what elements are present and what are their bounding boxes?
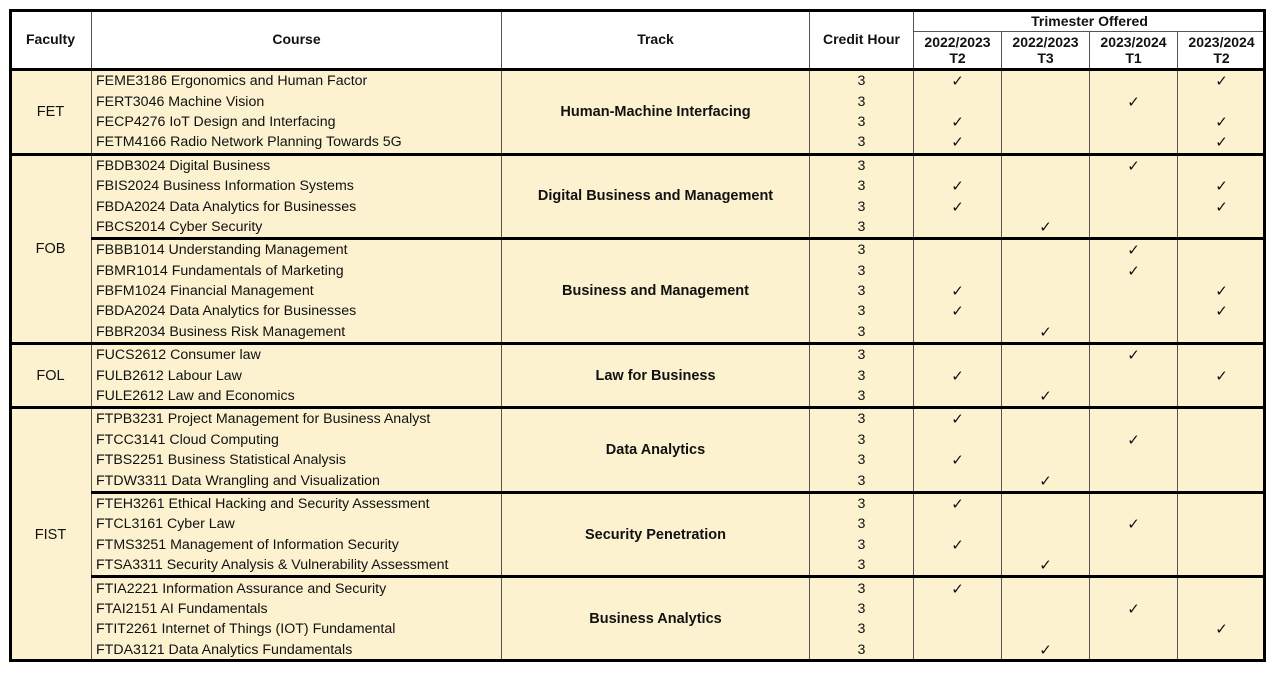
track-cell: Business Analytics xyxy=(502,577,810,660)
check-icon: ✓ xyxy=(951,411,964,429)
check-icon: ✓ xyxy=(1039,557,1052,575)
check-icon: ✓ xyxy=(1215,113,1228,131)
trimester-cell xyxy=(1002,70,1090,92)
header-trimester-1 xyxy=(914,32,1002,70)
trimester-cell xyxy=(1178,261,1266,281)
course-cell: FETM4166 Radio Network Planning Towards 5G xyxy=(92,132,502,154)
trimester-cell xyxy=(914,492,1002,514)
credit-hour-cell: 3 xyxy=(810,450,914,470)
check-icon: ✓ xyxy=(1127,431,1140,449)
trimester-cell xyxy=(914,344,1002,366)
trimester-cell xyxy=(1178,196,1266,216)
course-cell: FBDB3024 Digital Business xyxy=(92,154,502,176)
trimester-cell xyxy=(1178,430,1266,450)
course-cell: FTIT2261 Internet of Things (IOT) Fundamental xyxy=(92,619,502,639)
check-icon: ✓ xyxy=(1127,347,1140,365)
check-icon: ✓ xyxy=(1215,73,1228,91)
course-cell: FTAI2151 AI Fundamentals xyxy=(92,599,502,619)
course-cell: FTCL3161 Cyber Law xyxy=(92,514,502,534)
check-icon: ✓ xyxy=(1039,218,1052,236)
track-cell: Digital Business and Management xyxy=(502,154,810,239)
check-icon: ✓ xyxy=(1215,283,1228,301)
trimester-cell xyxy=(1178,91,1266,111)
trimester-cell xyxy=(1002,281,1090,301)
trimester-cell xyxy=(914,91,1002,111)
trimester-cell xyxy=(914,112,1002,132)
check-icon: ✓ xyxy=(1039,472,1052,490)
course-cell: FTSA3311 Security Analysis & Vulnerability Assessment xyxy=(92,555,502,577)
course-cell: FBIS2024 Business Information Systems xyxy=(92,176,502,196)
trimester-cell xyxy=(1090,408,1178,430)
credit-hour-cell: 3 xyxy=(810,301,914,321)
trimester-cell xyxy=(1002,555,1090,577)
credit-hour-cell: 3 xyxy=(810,599,914,619)
trimester-cell xyxy=(1178,470,1266,492)
credit-hour-cell: 3 xyxy=(810,239,914,261)
trimester-cell xyxy=(1090,640,1178,660)
trimester-cell xyxy=(1002,599,1090,619)
check-icon: ✓ xyxy=(951,536,964,554)
trimester-cell xyxy=(914,261,1002,281)
trimester-term: T3 xyxy=(1037,50,1054,66)
credit-hour-cell: 3 xyxy=(810,430,914,450)
credit-hour-cell: 3 xyxy=(810,132,914,154)
trimester-cell xyxy=(1090,430,1178,450)
trimester-cell xyxy=(914,514,1002,534)
trimester-cell xyxy=(1090,301,1178,321)
trimester-cell xyxy=(1178,555,1266,577)
check-icon: ✓ xyxy=(951,134,964,152)
course-cell: FBCS2014 Cyber Security xyxy=(92,217,502,239)
trimester-cell xyxy=(1178,176,1266,196)
trimester-cell xyxy=(1002,344,1090,366)
trimester-cell xyxy=(1090,450,1178,470)
course-cell: FTDW3311 Data Wrangling and Visualization xyxy=(92,470,502,492)
trimester-cell xyxy=(1002,176,1090,196)
trimester-cell xyxy=(914,217,1002,239)
trimester-term: T2 xyxy=(1213,50,1230,66)
trimester-cell xyxy=(1178,344,1266,366)
trimester-cell xyxy=(1090,132,1178,154)
check-icon: ✓ xyxy=(1127,93,1140,111)
trimester-cell xyxy=(914,408,1002,430)
trimester-cell xyxy=(1090,535,1178,555)
trimester-cell xyxy=(914,555,1002,577)
trimester-cell xyxy=(914,386,1002,408)
trimester-cell xyxy=(914,154,1002,176)
trimester-cell xyxy=(1090,112,1178,132)
course-cell: FBDA2024 Data Analytics for Businesses xyxy=(92,196,502,216)
course-cell: FTIA2221 Information Assurance and Security xyxy=(92,577,502,599)
trimester-cell xyxy=(1178,217,1266,239)
check-icon: ✓ xyxy=(1127,600,1140,618)
trimester-year: 2023/2024 xyxy=(1100,34,1167,50)
trimester-cell xyxy=(1178,154,1266,176)
table-row xyxy=(10,408,1266,430)
check-icon: ✓ xyxy=(1215,134,1228,152)
faculty-cell: FIST xyxy=(10,408,92,660)
trimester-cell xyxy=(914,599,1002,619)
faculty-cell: FOL xyxy=(10,344,92,408)
trimester-cell xyxy=(1178,386,1266,408)
trimester-cell xyxy=(914,430,1002,450)
check-icon: ✓ xyxy=(951,452,964,470)
header-trimester-2 xyxy=(1002,32,1090,70)
credit-hour-cell: 3 xyxy=(810,555,914,577)
track-cell: Human-Machine Interfacing xyxy=(502,70,810,155)
trimester-cell xyxy=(914,535,1002,555)
trimester-cell xyxy=(1090,322,1178,344)
trimester-cell xyxy=(1090,239,1178,261)
trimester-cell xyxy=(914,239,1002,261)
credit-hour-cell: 3 xyxy=(810,492,914,514)
trimester-cell xyxy=(1178,322,1266,344)
course-cell: FTMS3251 Management of Information Security xyxy=(92,535,502,555)
header-track: Track xyxy=(502,10,810,70)
trimester-year: 2023/2024 xyxy=(1188,34,1255,50)
trimester-cell xyxy=(914,70,1002,92)
track-cell: Business and Management xyxy=(502,239,810,344)
header-trimester-offered: Trimester Offered xyxy=(914,10,1266,32)
table-row xyxy=(10,70,1266,92)
table-body xyxy=(10,70,1266,660)
trimester-cell xyxy=(914,619,1002,639)
credit-hour-cell: 3 xyxy=(810,176,914,196)
credit-hour-cell: 3 xyxy=(810,281,914,301)
trimester-cell xyxy=(914,577,1002,599)
check-icon: ✓ xyxy=(951,198,964,216)
trimester-cell xyxy=(1090,555,1178,577)
trimester-year: 2022/2023 xyxy=(924,34,991,50)
track-cell: Security Penetration xyxy=(502,492,810,577)
trimester-year: 2022/2023 xyxy=(1012,34,1079,50)
credit-hour-cell: 3 xyxy=(810,408,914,430)
course-cell: FBFM1024 Financial Management xyxy=(92,281,502,301)
trimester-cell xyxy=(1090,217,1178,239)
trimester-cell xyxy=(1178,535,1266,555)
trimester-cell xyxy=(1090,281,1178,301)
credit-hour-cell: 3 xyxy=(810,196,914,216)
trimester-cell xyxy=(1002,91,1090,111)
check-icon: ✓ xyxy=(1039,323,1052,341)
check-icon: ✓ xyxy=(1215,178,1228,196)
trimester-term: T2 xyxy=(949,50,966,66)
credit-hour-cell: 3 xyxy=(810,322,914,344)
credit-hour-cell: 3 xyxy=(810,217,914,239)
trimester-cell xyxy=(1178,514,1266,534)
trimester-cell xyxy=(1002,154,1090,176)
trimester-cell xyxy=(1002,470,1090,492)
check-icon: ✓ xyxy=(951,283,964,301)
trimester-cell xyxy=(914,450,1002,470)
check-icon: ✓ xyxy=(1127,516,1140,534)
check-icon: ✓ xyxy=(1215,621,1228,639)
credit-hour-cell: 3 xyxy=(810,514,914,534)
course-cell: FUCS2612 Consumer law xyxy=(92,344,502,366)
trimester-cell xyxy=(1002,261,1090,281)
trimester-cell xyxy=(1090,344,1178,366)
trimester-cell xyxy=(1002,112,1090,132)
trimester-cell xyxy=(1178,239,1266,261)
course-cell: FBBB1014 Understanding Management xyxy=(92,239,502,261)
course-cell: FTDA3121 Data Analytics Fundamentals xyxy=(92,640,502,660)
check-icon: ✓ xyxy=(1127,157,1140,175)
trimester-cell xyxy=(1178,365,1266,385)
course-cell: FEME3186 Ergonomics and Human Factor xyxy=(92,70,502,92)
course-cell: FBDA2024 Data Analytics for Businesses xyxy=(92,301,502,321)
course-cell: FULE2612 Law and Economics xyxy=(92,386,502,408)
credit-hour-cell: 3 xyxy=(810,91,914,111)
trimester-cell xyxy=(1090,514,1178,534)
trimester-cell xyxy=(1002,492,1090,514)
trimester-cell xyxy=(914,132,1002,154)
trimester-cell xyxy=(1002,196,1090,216)
track-cell: Data Analytics xyxy=(502,408,810,493)
trimester-cell xyxy=(914,301,1002,321)
trimester-cell xyxy=(1002,365,1090,385)
trimester-cell xyxy=(1178,112,1266,132)
check-icon: ✓ xyxy=(951,367,964,385)
trimester-cell xyxy=(914,196,1002,216)
header-credit-hour: Credit Hour xyxy=(810,10,914,70)
course-cell: FBBR2034 Business Risk Management xyxy=(92,322,502,344)
trimester-cell xyxy=(1178,492,1266,514)
trimester-cell xyxy=(1090,196,1178,216)
credit-hour-cell: 3 xyxy=(810,261,914,281)
course-cell: FULB2612 Labour Law xyxy=(92,365,502,385)
check-icon: ✓ xyxy=(951,113,964,131)
trimester-cell xyxy=(1178,640,1266,660)
trimester-cell xyxy=(1002,239,1090,261)
trimester-cell xyxy=(1178,599,1266,619)
trimester-cell xyxy=(1090,386,1178,408)
credit-hour-cell: 3 xyxy=(810,70,914,92)
trimester-cell xyxy=(1090,619,1178,639)
check-icon: ✓ xyxy=(951,73,964,91)
credit-hour-cell: 3 xyxy=(810,386,914,408)
check-icon: ✓ xyxy=(1215,303,1228,321)
trimester-cell xyxy=(914,640,1002,660)
trimester-cell xyxy=(914,176,1002,196)
header-course: Course xyxy=(92,10,502,70)
trimester-cell xyxy=(1002,132,1090,154)
table-row xyxy=(10,577,1266,599)
check-icon: ✓ xyxy=(951,303,964,321)
trimester-cell xyxy=(914,281,1002,301)
credit-hour-cell: 3 xyxy=(810,365,914,385)
track-cell: Law for Business xyxy=(502,344,810,408)
course-cell: FTCC3141 Cloud Computing xyxy=(92,430,502,450)
check-icon: ✓ xyxy=(951,178,964,196)
header-trimester-3 xyxy=(1090,32,1178,70)
trimester-cell xyxy=(1002,322,1090,344)
trimester-cell xyxy=(1090,365,1178,385)
check-icon: ✓ xyxy=(951,496,964,513)
trimester-cell xyxy=(1178,408,1266,430)
table-row xyxy=(10,492,1266,514)
table-row xyxy=(10,344,1266,366)
trimester-cell xyxy=(1002,408,1090,430)
trimester-cell xyxy=(1090,599,1178,619)
trimester-cell xyxy=(1002,450,1090,470)
trimester-cell xyxy=(1002,514,1090,534)
trimester-cell xyxy=(1178,281,1266,301)
trimester-cell xyxy=(1002,619,1090,639)
credit-hour-cell: 3 xyxy=(810,640,914,660)
check-icon: ✓ xyxy=(1039,388,1052,406)
trimester-term: T1 xyxy=(1125,50,1142,66)
trimester-cell xyxy=(914,470,1002,492)
trimester-cell xyxy=(1090,91,1178,111)
credit-hour-cell: 3 xyxy=(810,619,914,639)
check-icon: ✓ xyxy=(951,580,964,598)
trimester-cell xyxy=(1090,176,1178,196)
check-icon: ✓ xyxy=(1215,198,1228,216)
trimester-cell xyxy=(1002,577,1090,599)
check-icon: ✓ xyxy=(1127,242,1140,260)
check-icon: ✓ xyxy=(1215,367,1228,385)
trimester-cell xyxy=(1002,386,1090,408)
trimester-cell xyxy=(1178,70,1266,92)
header-faculty: Faculty xyxy=(10,10,92,70)
credit-hour-cell: 3 xyxy=(810,344,914,366)
credit-hour-cell: 3 xyxy=(810,470,914,492)
trimester-cell xyxy=(1002,301,1090,321)
trimester-cell xyxy=(1090,261,1178,281)
trimester-cell xyxy=(1090,492,1178,514)
trimester-cell xyxy=(1090,154,1178,176)
trimester-cell xyxy=(914,365,1002,385)
credit-hour-cell: 3 xyxy=(810,577,914,599)
course-table xyxy=(9,9,1266,660)
course-cell: FTEH3261 Ethical Hacking and Security Assessment xyxy=(92,492,502,514)
trimester-cell xyxy=(1002,217,1090,239)
credit-hour-cell: 3 xyxy=(810,154,914,176)
faculty-cell: FET xyxy=(10,70,92,155)
check-icon: ✓ xyxy=(1127,262,1140,280)
table-header xyxy=(10,10,1266,70)
trimester-cell xyxy=(1178,450,1266,470)
trimester-cell xyxy=(1178,577,1266,599)
trimester-cell xyxy=(1178,619,1266,639)
credit-hour-cell: 3 xyxy=(810,112,914,132)
table-row xyxy=(10,239,1266,261)
trimester-cell xyxy=(1002,640,1090,660)
check-icon: ✓ xyxy=(1039,641,1052,659)
table-row xyxy=(10,154,1266,176)
credit-hour-cell: 3 xyxy=(810,535,914,555)
trimester-cell xyxy=(1178,301,1266,321)
trimester-cell xyxy=(914,322,1002,344)
course-cell: FECP4276 IoT Design and Interfacing xyxy=(92,112,502,132)
trimester-cell xyxy=(1178,132,1266,154)
header-trimester-4 xyxy=(1178,32,1266,70)
course-cell: FTPB3231 Project Management for Business Analyst xyxy=(92,408,502,430)
trimester-cell xyxy=(1090,70,1178,92)
course-cell: FBMR1014 Fundamentals of Marketing xyxy=(92,261,502,281)
course-cell: FTBS2251 Business Statistical Analysis xyxy=(92,450,502,470)
faculty-cell: FOB xyxy=(10,154,92,344)
course-cell: FERT3046 Machine Vision xyxy=(92,91,502,111)
trimester-cell xyxy=(1090,470,1178,492)
trimester-cell xyxy=(1002,535,1090,555)
trimester-cell xyxy=(1002,430,1090,450)
trimester-cell xyxy=(1090,577,1178,599)
